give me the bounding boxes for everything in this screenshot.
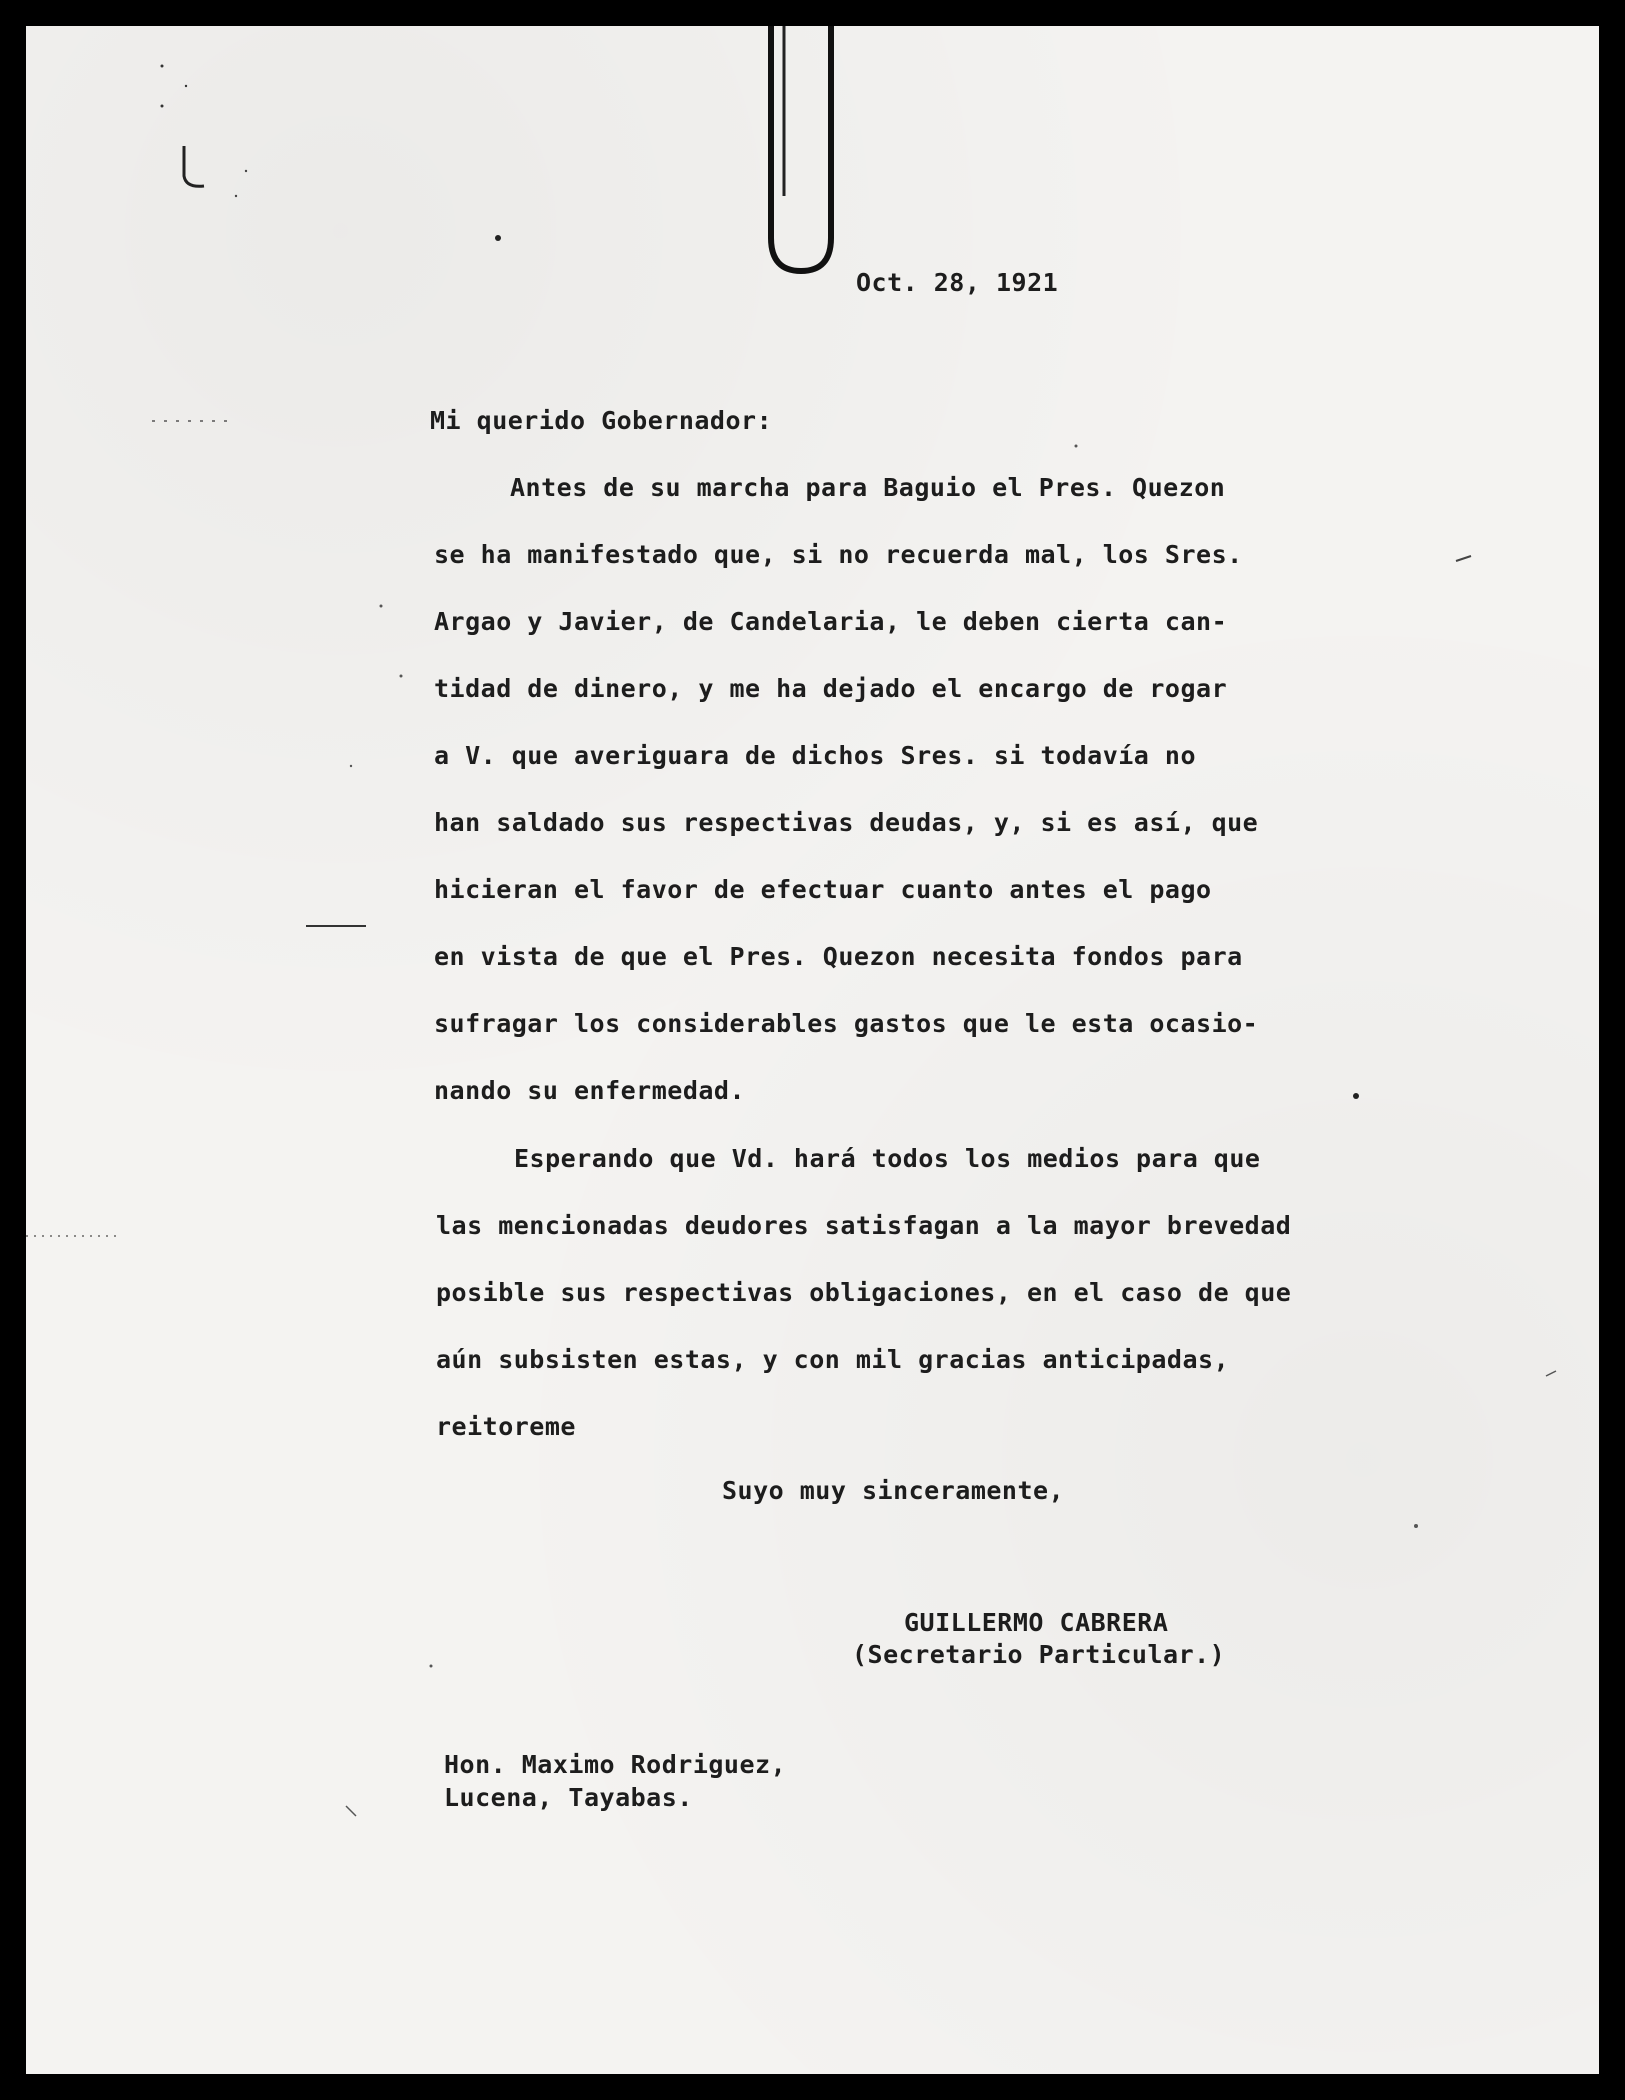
- paragraph-1-line: sufragar los considerables gastos que le esta ocasio-: [434, 1009, 1259, 1038]
- paragraph-1-line: se ha manifestado que, si no recuerda mal, los Sres.: [434, 540, 1243, 569]
- signer-title: (Secretario Particular.): [852, 1640, 1226, 1669]
- letter-date: Oct. 28, 1921: [856, 268, 1059, 297]
- paper-clip-and-specks: [26, 26, 1599, 2074]
- letter-sheet: [26, 26, 1599, 2074]
- paragraph-2-line: posible sus respectivas obligaciones, en el caso de que: [436, 1278, 1292, 1307]
- paragraph-1-line: nando su enfermedad.: [434, 1076, 746, 1105]
- paragraph-1-line: tidad de dinero, y me ha dejado el encargo de rogar: [434, 674, 1228, 703]
- paragraph-2-line: aún subsisten estas, y con mil gracias anticipadas,: [436, 1345, 1230, 1374]
- paper-clip-icon: [771, 26, 831, 271]
- ink-mark: [184, 146, 204, 186]
- paragraph-2-line: Esperando que Vd. hará todos los medios para que: [514, 1144, 1261, 1173]
- addressee-line: Lucena, Tayabas.: [444, 1783, 693, 1812]
- paragraph-1-line: Antes de su marcha para Baguio el Pres. Quezon: [510, 473, 1226, 502]
- paragraph-1-line: a V. que averiguara de dichos Sres. si todavía no: [434, 741, 1197, 770]
- paragraph-2-line: las mencionadas deudores satisfagan a la mayor brevedad: [436, 1211, 1292, 1240]
- paragraph-1-line: Argao y Javier, de Candelaria, le deben cierta can-: [434, 607, 1228, 636]
- letter-closing: Suyo muy sinceramente,: [722, 1476, 1065, 1505]
- signer-name: GUILLERMO CABRERA: [904, 1608, 1169, 1637]
- paragraph-1-line: hicieran el favor de efectuar cuanto antes el pago: [434, 875, 1212, 904]
- addressee-line: Hon. Maximo Rodriguez,: [444, 1750, 787, 1779]
- paragraph-2-line: reitoreme: [436, 1412, 576, 1441]
- paragraph-1-line: en vista de que el Pres. Quezon necesita fondos para: [434, 942, 1243, 971]
- letter-salutation: Mi querido Gobernador:: [430, 406, 773, 435]
- paragraph-1-line: han saldado sus respectivas deudas, y, si es así, que: [434, 808, 1259, 837]
